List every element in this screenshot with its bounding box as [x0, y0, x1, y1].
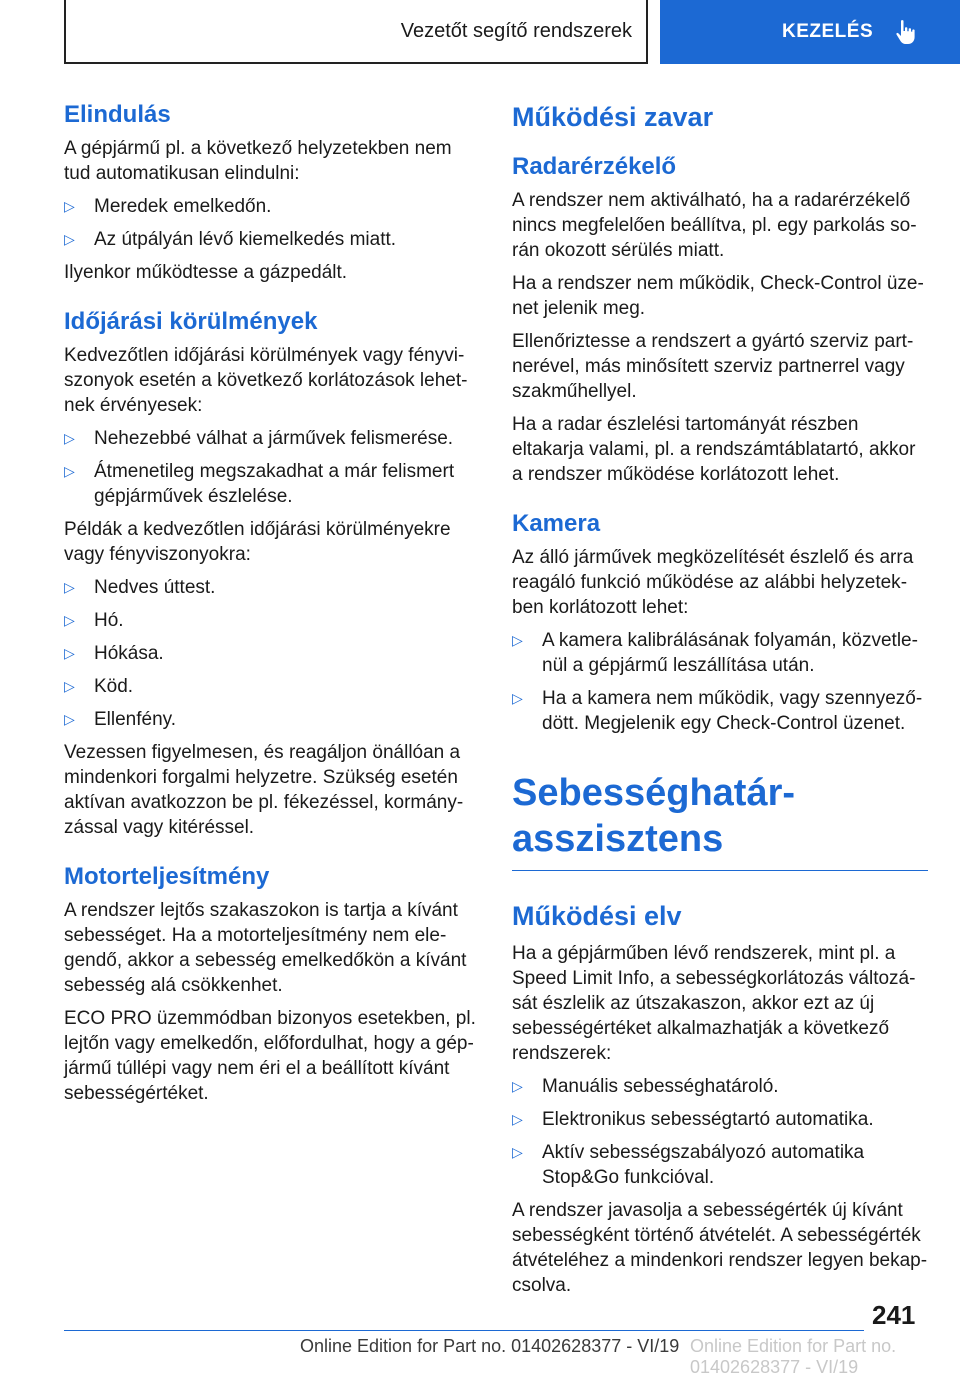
triangle-bullet-icon: ▷: [64, 612, 75, 628]
list-item: ▷ Ha a kamera nem működik, vagy szennyeződött. Megjelenik egy Check-Control üzenet.: [512, 688, 923, 734]
list-item: ▷ Köd.: [64, 676, 134, 697]
paragraph: Példák a kedvezőtlen időjárási körülményekre vagy fényviszonyokra:: [64, 519, 451, 565]
heading-sebesseghatar-asszisztens: Sebességhatár- asszisztens: [512, 770, 928, 871]
list-item: ▷ A kamera kalibrálásának folyamán, közvetlenül a gépjármű leszállítása után.: [512, 630, 918, 676]
bullet-list: [64, 426, 480, 509]
header-section-box: [64, 0, 648, 64]
list-item: ▷ Ellenfény.: [64, 709, 177, 730]
right-column: [512, 100, 928, 1306]
list-item: ▷ Manuális sebességhatároló.: [512, 1076, 779, 1097]
triangle-bullet-icon: ▷: [64, 231, 75, 247]
triangle-bullet-icon: ▷: [64, 198, 75, 214]
triangle-bullet-icon: ▷: [64, 430, 75, 446]
list-item: ▷ Aktív sebességszabályozó automatika Stop&Go funkcióval.: [512, 1142, 865, 1188]
paragraph: Ha a gépjárműben lévő rendszerek, mint pl. a Speed Limit Info, a sebességkorlátozás változását észlelik az útszakaszon, akkor ezt az új sebességértéket alkalmazhatják a következő rendszerek:: [512, 943, 916, 1064]
paragraph: A rendszer javasolja a sebességérték új kívánt sebességként történő átvételét. A sebességérték átvételéhez a mindenkori rendszer legyen bekapcsolva.: [512, 1200, 928, 1296]
heading-mukodesi-elv: Működési elv: [512, 901, 682, 931]
heading-elindulas: Elindulás: [64, 101, 171, 128]
paragraph: A rendszer lejtős szakaszokon is tartja a kívánt sebességet. Ha a motorteljesítmény nem elegendő, akkor a sebesség emelkedőkön a kívánt sebesség alá csökkenhet.: [64, 900, 467, 996]
footer-watermark: Online Edition for Part no. 01402628377 - VI/19: [690, 1336, 897, 1377]
triangle-bullet-icon: ▷: [64, 711, 75, 727]
header-section-title: Vezetőt segítő rendszerek: [400, 19, 632, 42]
triangle-bullet-icon: ▷: [512, 632, 523, 648]
triangle-bullet-icon: ▷: [64, 645, 75, 661]
heading-idojarasi: Időjárási körülmények: [64, 308, 318, 335]
hand-pointing-icon: [895, 19, 919, 45]
triangle-bullet-icon: ▷: [64, 463, 75, 479]
list-item: ▷ Nedves úttest.: [64, 577, 216, 598]
paragraph: Vezessen figyelmesen, és reagáljon önállóan a mindenkori forgalmi helyzetre. Szükség esetén aktívan avatkozzon be pl. fékezéssel, kormányzással vagy kitéréssel.: [64, 742, 464, 838]
list-item: ▷ Hó.: [64, 610, 124, 631]
header-chapter-tab: [660, 0, 960, 64]
heading-mukodesi-zavar: Működési zavar: [512, 102, 714, 132]
triangle-bullet-icon: ▷: [64, 678, 75, 694]
list-item: ▷ Átmenetileg megszakadhat a már felismert gépjárművek észlelése.: [64, 461, 455, 507]
heading-motorteljesitmeny: Motorteljesítmény: [64, 863, 270, 890]
paragraph: A gépjármű pl. a következő helyzetekben nem tud automatikusan elindulni:: [64, 138, 452, 184]
heading-radarerzekelo: Radarérzékelő: [512, 153, 677, 180]
bullet-list: [64, 575, 480, 732]
page-number: 241: [872, 1300, 916, 1330]
triangle-bullet-icon: ▷: [512, 690, 523, 706]
header-chapter-title: KEZELÉS: [782, 21, 874, 42]
list-item: ▷ Elektronikus sebességtartó automatika.: [512, 1109, 874, 1130]
bullet-list: [512, 1074, 928, 1190]
paragraph: Az álló járművek megközelítését észlelő és arra reagáló funkció működése az alábbi helyzetekben korlátozott lehet:: [512, 547, 914, 618]
paragraph: Ilyenkor működtesse a gázpedált.: [64, 262, 348, 283]
paragraph: A rendszer nem aktiválható, ha a radarérzékelő nincs megfelelően beállítva, pl. egy parkolás során okozott sérülés miatt.: [512, 190, 917, 261]
paragraph: Ha a rendszer nem működik, Check-Control üzenet jelenik meg.: [512, 273, 924, 319]
list-item: ▷ Az útpályán lévő kiemelkedés miatt.: [64, 229, 397, 250]
bullet-list: [512, 628, 928, 736]
list-item: ▷ Hókása.: [64, 643, 164, 664]
triangle-bullet-icon: ▷: [64, 579, 75, 595]
left-column: [64, 100, 480, 1114]
triangle-bullet-icon: ▷: [512, 1144, 523, 1160]
footer-edition: Online Edition for Part no. 01402628377 - VI/19: [300, 1336, 680, 1356]
list-item: ▷ Meredek emelkedőn.: [64, 196, 272, 217]
triangle-bullet-icon: ▷: [512, 1078, 523, 1094]
list-item: ▷ Nehezebbé válhat a járművek felismerése.: [64, 428, 454, 449]
footer-divider: [64, 1330, 864, 1331]
paragraph: Ellenőriztesse a rendszert a gyártó szerviz partnerével, más minősített szerviz partnerrel vagy szakműhellyel.: [512, 331, 914, 402]
heading-kamera: Kamera: [512, 510, 601, 537]
paragraph: ECO PRO üzemmódban bizonyos esetekben, pl. lejtőn vagy emelkedőn, előfordulhat, hogy a gépjármű túllépi vagy nem éri el a beállított kívánt sebességértéket.: [64, 1008, 476, 1104]
paragraph: Kedvezőtlen időjárási körülmények vagy fényviszonyok esetén a következő korlátozások lehetnek érvényesek:: [64, 345, 468, 416]
bullet-list: [64, 194, 480, 252]
triangle-bullet-icon: ▷: [512, 1111, 523, 1127]
paragraph: Ha a radar észlelési tartományát részben eltakarja valami, pl. a rendszámtáblatartó, akkor a rendszer működése korlátozott lehet.: [512, 414, 916, 485]
